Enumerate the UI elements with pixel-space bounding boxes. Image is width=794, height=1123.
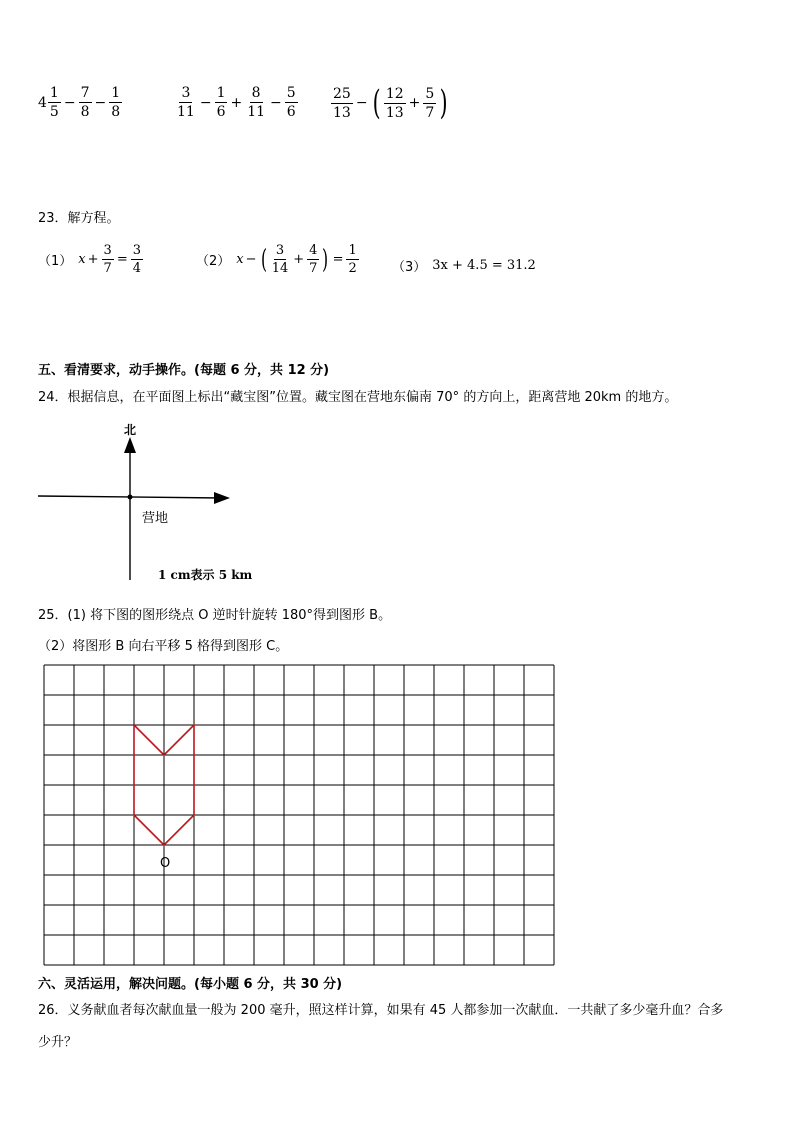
variable: x (236, 252, 244, 267)
grid-lines (44, 665, 554, 965)
fraction: $\frac{3}{11}$ (177, 85, 195, 120)
fraction: $\frac{25}{13}$ (333, 85, 351, 121)
plus-sign: + (293, 252, 305, 267)
plus-sign: + (408, 95, 421, 111)
right-parenthesis: ) (439, 83, 448, 123)
fraction: $\frac{12}{13}$ (385, 85, 404, 121)
question-25-line-2: （2）将图形 B 向右平移 5 格得到图形 C。 (38, 639, 289, 654)
question-25-line-1: 25．(1) 将下图的图形绕点 O 逆时针旋转 180°得到图形 B。 (38, 608, 392, 623)
fraction: $\frac{1}{6}$ (216, 85, 226, 120)
section-6-title: 六、灵活运用，解决问题。(每小题 6 分，共 30 分) (38, 977, 343, 992)
question-23-title: 23．解方程。 (38, 211, 120, 226)
minus-sign: − (63, 94, 76, 111)
point-o-label: O (160, 856, 171, 871)
calc-expression-1 (38, 86, 123, 119)
calc-expression-3 (330, 83, 451, 123)
whole-number: 4 (38, 94, 47, 111)
plus-sign: + (87, 252, 99, 267)
right-parenthesis: ) (322, 244, 329, 275)
east-arrow-head (214, 492, 230, 504)
section-5-title: 五、看清要求，动手操作。(每题 6 分，共 12 分) (38, 363, 330, 378)
fraction: $\frac{3}{14}$ (271, 243, 289, 276)
question-24-text: 24．根据信息，在平面图上标出“藏宝图”位置。藏宝图在营地东偏南 70° 的方向上，距离营地 20km 的地方。 (38, 390, 678, 405)
equation-label: （2） (196, 254, 231, 269)
question-26-line-2: 少升？ (38, 1035, 78, 1050)
minus-sign: − (270, 94, 282, 111)
equals-sign: = (116, 252, 128, 267)
left-parenthesis: ( (372, 83, 381, 123)
north-arrow-head (124, 437, 136, 453)
fraction: $\frac{5}{6}$ (286, 85, 296, 120)
variable: x (78, 252, 86, 267)
square-grid (43, 664, 561, 970)
minus-sign: − (199, 94, 212, 111)
minus-sign: − (355, 95, 368, 111)
equation-text: 3x + 4.5 = 31.2 (432, 258, 536, 273)
equation-3 (392, 256, 536, 275)
minus-sign: − (94, 94, 107, 111)
question-26-line-1: 26．义务献血者每次献血量一般为 200 毫升，照这样计算，如果有 45 人都参加一次献血．一共献了多少毫升血？合多 (38, 1003, 724, 1018)
fraction: $\frac{1}{2}$ (348, 243, 357, 276)
fraction: $\frac{7}{8}$ (80, 85, 90, 120)
calc-expression-2 (174, 86, 299, 119)
direction-diagram (30, 415, 253, 590)
north-label: 北 (124, 423, 137, 437)
equation-1 (38, 244, 144, 275)
fraction: $\frac{1}{8}$ (111, 85, 121, 120)
fraction: $\frac{8}{11}$ (247, 85, 266, 120)
equals-sign: = (332, 252, 344, 267)
equation-label: （3） (392, 260, 427, 275)
scale-label: 1 cm表示 5 km (158, 568, 253, 582)
fraction: $\frac{5}{7}$ (425, 85, 435, 121)
camp-point (128, 495, 133, 500)
fraction: $\frac{4}{7}$ (309, 243, 318, 276)
fraction: $\frac{3}{7}$ (103, 243, 112, 276)
left-parenthesis: ( (260, 244, 267, 275)
camp-label: 营地 (142, 511, 169, 526)
fraction: $\frac{3}{4}$ (132, 243, 141, 276)
fraction: $\frac{1}{5}$ (49, 85, 59, 120)
minus-sign: − (245, 252, 257, 267)
equation-2 (196, 244, 360, 275)
plus-sign: + (230, 94, 243, 111)
equation-label: （1） (38, 254, 73, 269)
